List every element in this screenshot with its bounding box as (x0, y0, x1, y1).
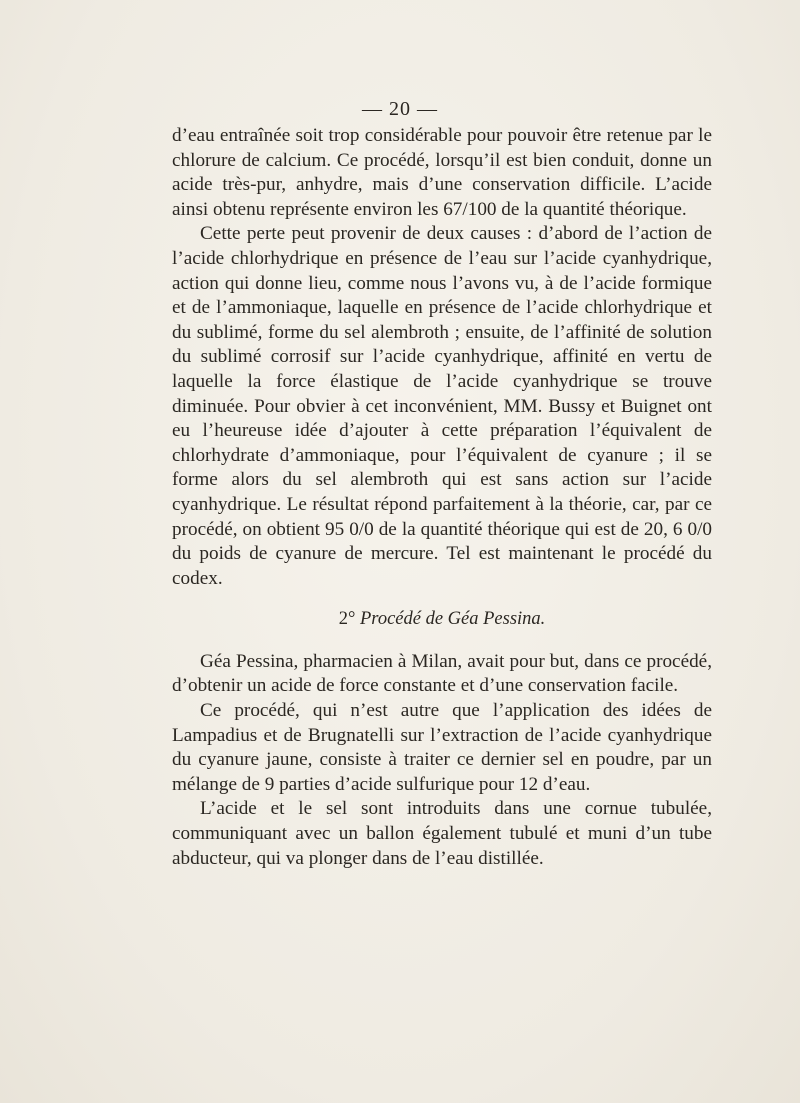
paragraph-1: d’eau entraînée soit trop considérable pour pouvoir être retenue par le chlorure de calcium. Ce procédé, lorsqu’il est bien conduit, donne un acide très-pur, anhydre, mais d’une conservation difficile. L’acide ainsi obtenu représente environ les 67/100 de la quantité théorique. (172, 125, 712, 220)
section-heading (172, 607, 712, 632)
body-text (172, 124, 712, 871)
section-title: Procédé de Géa Pessina. (360, 609, 546, 630)
paragraph-2: Cette perte peut provenir de deux causes : d’abord de l’action de l’acide chlorhydrique en présence de l’eau sur l’acide cyanhydrique, action qui donne lieu, comme nous l’avons vu, à de l’acide formique et de l’ammoniaque, laquelle en présence de l’acide chlorhydrique et du sublimé, forme du sel alembroth ; ensuite, de l’affinité de solution du sublimé corrosif sur l’acide cyanhydrique, affinité en vertu de laquelle la force élastique de l’acide cyanhydrique se trouve diminuée. Pour obvier à cet inconvénient, MM. Bussy et Buignet ont eu l’heureuse idée d’ajouter à cette préparation l’équivalent de chlorhydrate d’ammoniaque, pour l’équivalent de cyanure ; il se forme alors du sel alembroth qui est sans action sur l’acide cyanhydrique. Le résultat répond parfaitement à la théorie, car, par ce procédé, on obtient 95 0/0 de la quantité théorique qui est de 20, 6 0/0 du poids de cyanure de mercure. Tel est maintenant le procédé du codex. (172, 223, 712, 589)
paragraph-3: Géa Pessina, pharmacien à Milan, avait pour but, dans ce procédé, d’obtenir un acide de force constante et d’une conservation facile. (172, 650, 712, 697)
paragraph-4: Ce procédé, qui n’est autre que l’application des idées de Lampadius et de Brugnatelli sur l’extraction de l’acide cyanhydrique du cyanure jaune, consiste à traiter ce dernier sel en poudre, par un mélange de 9 parties d’acide sulfurique pour 12 d’eau. (172, 700, 712, 795)
section-number: 2° (338, 609, 356, 630)
page-number: — 20 — (362, 98, 438, 120)
paragraph-5: L’acide et le sel sont introduits dans une cornue tubulée, communiquant avec un ballon également tubulé et muni d’un tube abducteur, qui va plonger dans de l’eau distillée. (172, 798, 712, 869)
